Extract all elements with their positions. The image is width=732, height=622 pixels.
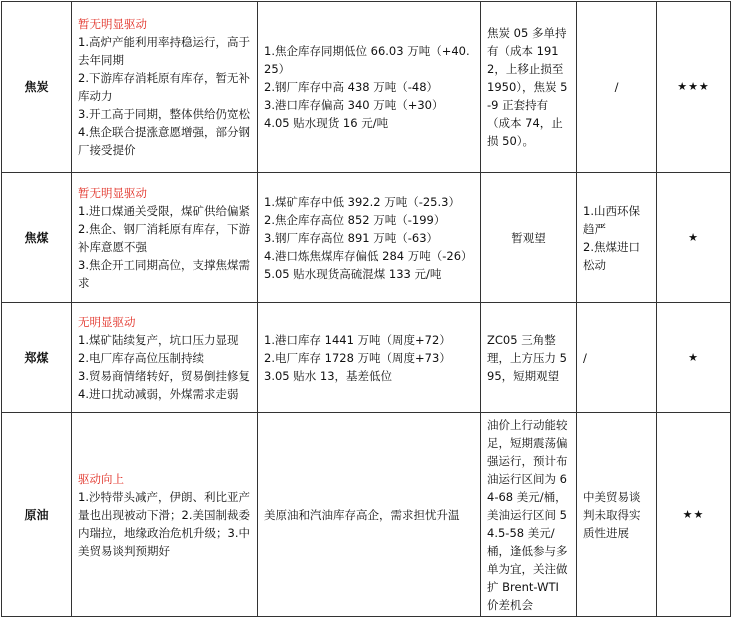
risk-text: 1.山西环保趋严 xyxy=(583,203,640,236)
factor-line: 1.进口煤通关受限，煤矿供给偏紧 xyxy=(78,203,250,218)
inventory-line: 3.05 贴水 13，基差低位 xyxy=(264,368,393,383)
inventory-line: 5.05 贴水现货高硫混煤 133 元/吨 xyxy=(264,266,442,281)
strategy-cell xyxy=(481,413,577,617)
factor-line: 2.焦企、钢厂消耗原有库存，下游补库意愿不强 xyxy=(78,221,250,254)
strategy-cell xyxy=(481,173,577,303)
inventory-line: 4.港口炼焦煤库存偏低 284 万吨（-26） xyxy=(264,248,473,263)
strategy-cell xyxy=(481,2,577,173)
rating-stars: ★★★ xyxy=(657,2,731,173)
commodity-table xyxy=(1,1,731,617)
risk-cell xyxy=(577,413,657,617)
strategy-text: ZC05 三角整理，上方压力 595，短期观望 xyxy=(487,332,567,383)
factor-line: 4.进口扰动减弱，外煤需求走弱 xyxy=(78,386,239,401)
commodity-name: 焦煤 xyxy=(2,173,72,303)
drive-status: 无明显驱动 xyxy=(78,314,136,329)
factor-line: 1.高炉产能利用率持稳运行，高于去年同期 xyxy=(78,35,250,67)
table-row xyxy=(2,2,731,173)
factor-line: 3.贸易商情绪转好，贸易倒挂修复 xyxy=(78,368,250,383)
table-row xyxy=(2,173,731,303)
inventory-line: 2.焦企库存高位 852 万吨（-199） xyxy=(264,212,446,227)
risk-cell xyxy=(577,2,657,173)
factor-line: 4.焦企联合提涨意愿增强，部分钢厂接受提价 xyxy=(78,125,250,157)
inventory-line: 2.钢厂库存中高 438 万吨（-48） xyxy=(264,80,439,94)
table-row xyxy=(2,303,731,413)
inventory-cell xyxy=(258,173,481,303)
risk-text: 2.焦煤进口松动 xyxy=(583,239,640,272)
risk-text: 中美贸易谈判未取得实质性进展 xyxy=(583,489,641,540)
rating-stars: ★ xyxy=(657,303,731,413)
rating-stars: ★★ xyxy=(657,413,731,617)
factor-line: 3.焦企开工同期高位，支撑焦煤需求 xyxy=(78,257,250,290)
inventory-line: 3.港口库存偏高 340 万吨（+30） xyxy=(264,98,444,112)
strategy-text: 油价上行动能较足，短期震荡偏强运行，预计布油运行区间为 64-68 美元/桶，美油运行区间 54.5-58 美元/桶，逢低参与多单为宜，关注做扩 Brent-WTI 价差机会 xyxy=(487,417,568,612)
drive-factors-cell xyxy=(72,2,258,173)
inventory-cell xyxy=(258,413,481,617)
commodity-name: 郑煤 xyxy=(2,303,72,413)
table-row xyxy=(2,413,731,617)
strategy-text: 暂观望 xyxy=(511,230,546,245)
inventory-line: 美原油和汽油库存高企，需求担忧升温 xyxy=(264,507,460,522)
risk-text: / xyxy=(614,80,619,94)
inventory-line: 1.焦企库存同期低位 66.03 万吨（+40.25） xyxy=(264,44,470,76)
drive-factors-cell xyxy=(72,413,258,617)
strategy-cell xyxy=(481,303,577,413)
factor-line: 1.沙特带头减产，伊朗、利比亚产量也出现被动下滑；2.美国制裁委内瑞拉，地缘政治危机升级；3.中美贸易谈判预期好 xyxy=(78,489,250,558)
commodity-name: 焦炭 xyxy=(2,2,72,173)
inventory-cell xyxy=(258,303,481,413)
factor-line: 2.下游库存消耗原有库存，暂无补库动力 xyxy=(78,71,250,103)
drive-factors-cell xyxy=(72,173,258,303)
factor-line: 1.煤矿陆续复产，坑口压力显现 xyxy=(78,332,239,347)
factor-line: 2.电厂库存高位压制持续 xyxy=(78,350,204,365)
inventory-line: 4.05 贴水现货 16 元/吨 xyxy=(264,116,389,130)
risk-cell xyxy=(577,303,657,413)
inventory-line: 3.钢厂库存高位 891 万吨（-63） xyxy=(264,230,439,245)
inventory-cell xyxy=(258,2,481,173)
commodity-name: 原油 xyxy=(2,413,72,617)
rating-stars: ★ xyxy=(657,173,731,303)
factor-line: 3.开工高于同期，整体供给仍宽松 xyxy=(78,107,250,121)
strategy-text: 焦炭 05 多单持有（成本 1912，上移止损至 1950），焦炭 5-9 正套持有（成本 74，止损 50）。 xyxy=(487,26,568,148)
risk-text: / xyxy=(583,350,587,365)
drive-status: 暂无明显驱动 xyxy=(78,185,147,200)
drive-status: 暂无明显驱动 xyxy=(78,17,147,31)
risk-cell xyxy=(577,173,657,303)
inventory-line: 2.电厂库存 1728 万吨（周度+73） xyxy=(264,350,451,365)
drive-factors-cell xyxy=(72,303,258,413)
drive-status: 驱动向上 xyxy=(78,471,124,486)
inventory-line: 1.煤矿库存中低 392.2 万吨（-25.3） xyxy=(264,194,460,209)
inventory-line: 1.港口库存 1441 万吨（周度+72） xyxy=(264,332,451,347)
